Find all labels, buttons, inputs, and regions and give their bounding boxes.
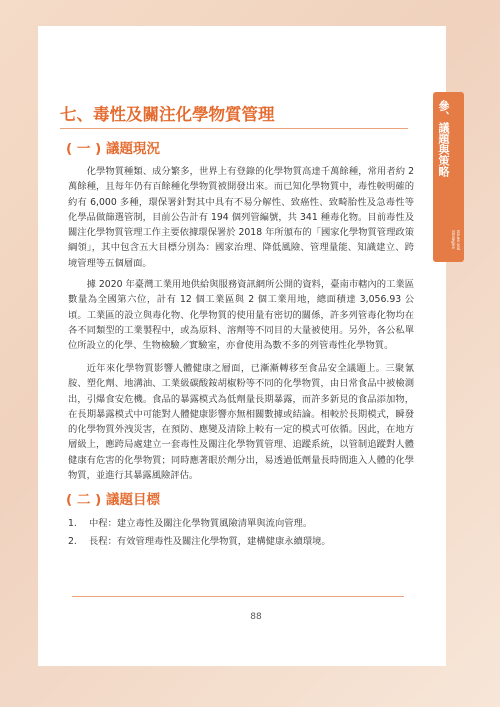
side-tab-label: 參、議題與策略 bbox=[437, 100, 450, 177]
list-item bbox=[68, 534, 414, 549]
list-item-text: 中程：建立毒性及關注化學物質風險清單與流向管理。 bbox=[89, 518, 313, 529]
chapter-side-tab bbox=[433, 92, 464, 262]
list-item-number: 2. bbox=[68, 536, 77, 547]
paragraph-industrial-zones: 據 2020 年臺灣工業用地供給與服務資訊網所公開的資料，臺南市轄內的工業區數量為全國第六位，計有 12 個工業區與 2 個工業用地，總面積達 3,056.93 公頃。工業區的設立與毒化物、化學物質的使用量有密切的關係，許多列管毒化物均在各不同類型的工業製程中，或為原料、溶劑等不同目的大量被使用。另外，各公私單位所設立的化學、生物檢驗／實驗室，亦會使用為數不多的列管毒性化學物質。 bbox=[68, 279, 414, 352]
paragraph-chemical-overview: 化學物質種類、成分繁多，世界上有登錄的化學物質高達千萬餘種，常用者約 2 萬餘種，且每年仍有百餘種化學物質被開發出來。而已知化學物質中，毒性較明確的約有 6,000 多種，環保署針對其中具有不易分解性、致癌性、致畸胎性及急毒性等化學品做篩選管制，目前公告計有 194 個列管編號，共 341 種毒化物。目前毒性及關注化學物質管理工作主要依據環保署於 2018 年所頒布的「國家化學物質管理政策綱領」，其中包含五大目標分別為：國家治理、降低風險、管理量能、知識建立、跨境管理等五個層面。 bbox=[68, 166, 414, 269]
list-item-text: 長程：有效管理毒性及關注化學物質，建構健康永續環境。 bbox=[89, 536, 331, 547]
footer-divider bbox=[72, 596, 404, 597]
list-item bbox=[68, 516, 414, 531]
list-item-number: 1. bbox=[68, 518, 77, 529]
section-heading-goals: ( 二 ) 議題目標 bbox=[66, 492, 160, 508]
page-number: 88 bbox=[250, 612, 262, 622]
side-tab-label-en: Issues and Strategies bbox=[451, 230, 461, 251]
paragraph-food-safety: 近年來化學物質影響人體健康之層面，已漸漸轉移至食品安全議題上。三聚氰胺、塑化劑、地溝油、工業級碳酸銨胡椒粉等不同的化學物質，由日常食品中被檢測出，引爆食安危機。食品的暴露模式為低劑量長期暴露，而許多新見的食品添加物，在長期暴露模式中可能對人體健康影響亦無相關數據或結論。相較於長期模式，瞬發的化學物質外洩災害，在預防、應變及清除上較有一定的模式可依循。因此，在地方層級上，應跨局處建立一套毒性及關注化學物質管理、追蹤系統，以管制追蹤對人體健康有危害的化學物質；同時應著眼於劑分出，易透過低劑量長時間進入人體的化學物質，並進行其暴露風險評估。 bbox=[68, 363, 414, 482]
page-title: 七、毒性及關注化學物質管理 bbox=[60, 105, 275, 124]
section-heading-current-status: ( 一 ) 議題現況 bbox=[66, 141, 160, 157]
title-divider bbox=[60, 128, 408, 129]
